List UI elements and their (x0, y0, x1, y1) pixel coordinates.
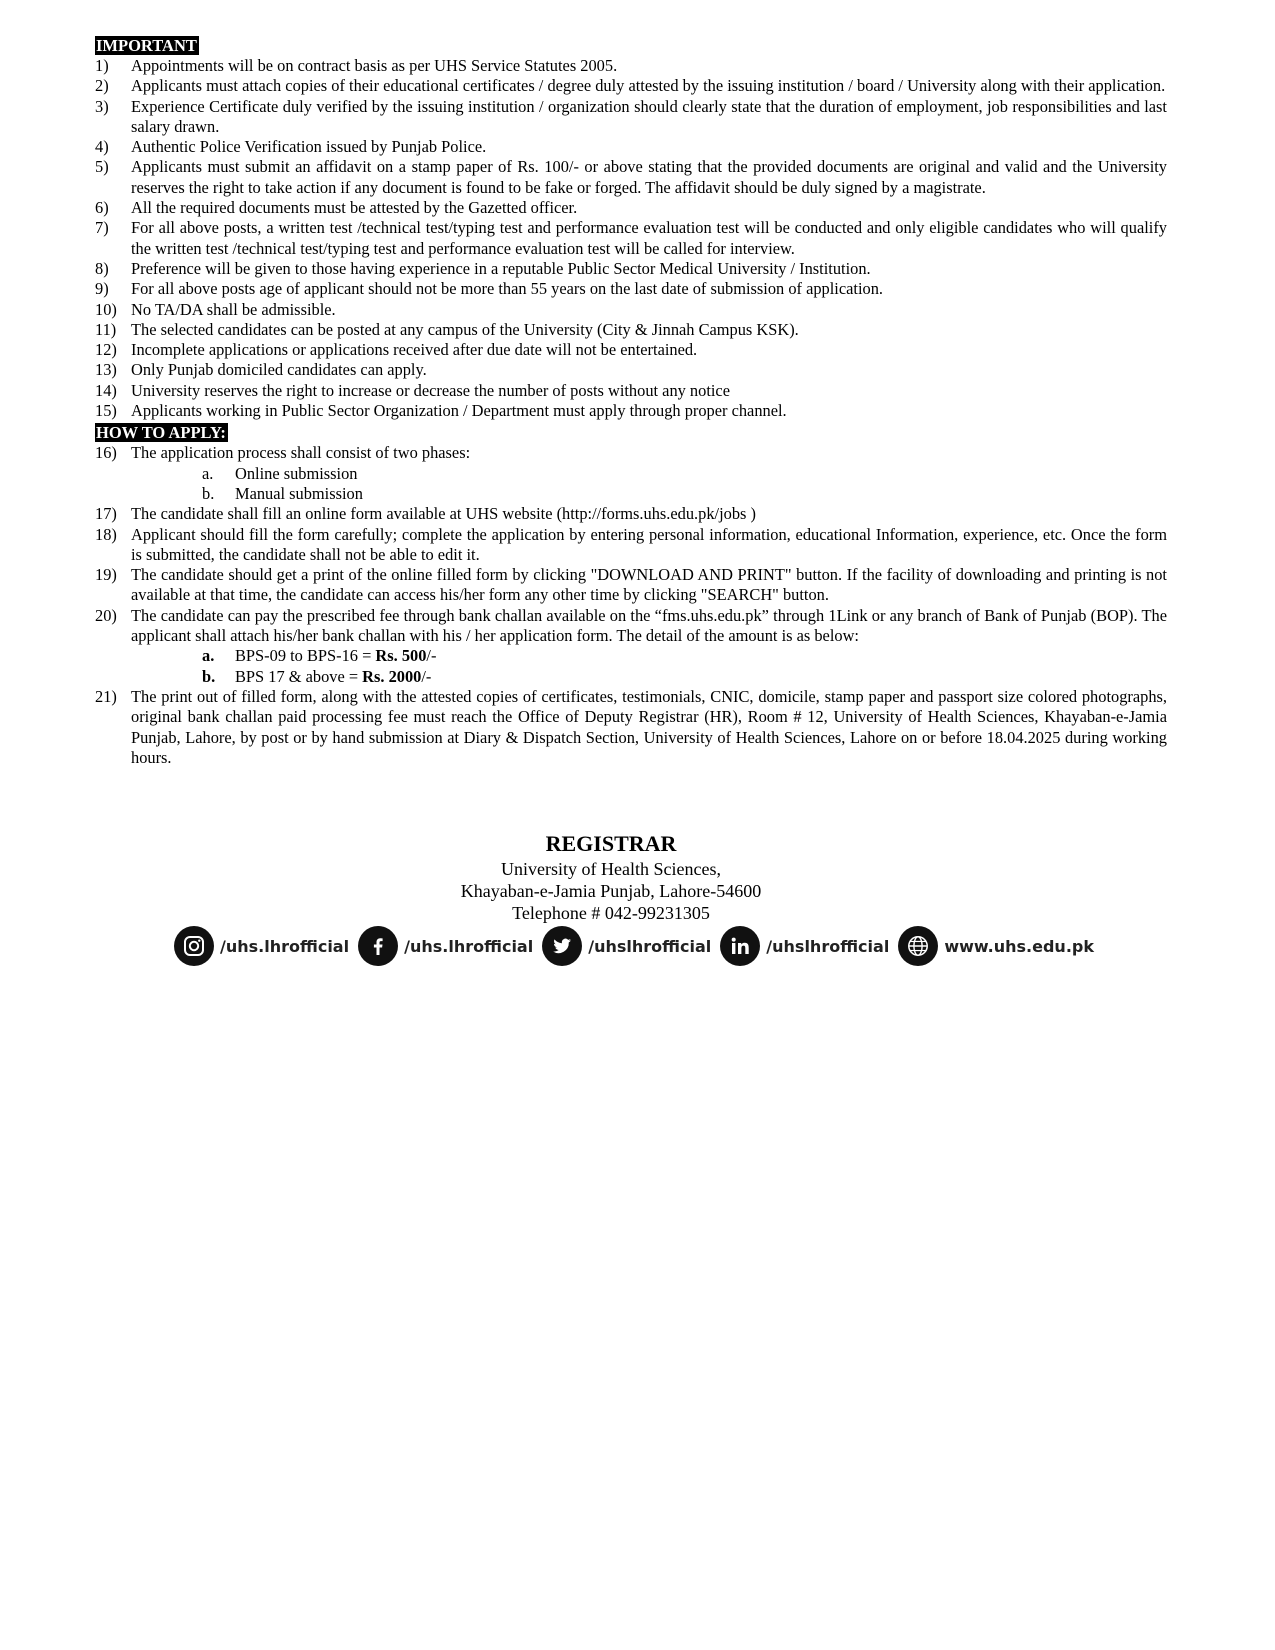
linkedin-icon (720, 926, 760, 966)
list-item (95, 381, 1167, 401)
item-text: Applicants working in Public Sector Organization / Department must apply through proper channel. (131, 401, 787, 421)
item-text: Applicants must submit an affidavit on a stamp paper of Rs. 100/- or above stating that the provided documents are original and valid and the University reserves the right to take action if any document is found to be fake or forged. The affidavit should be duly signed by a magistrate. (131, 157, 1167, 197)
item-text: Appointments will be on contract basis as per UHS Service Statutes 2005. (131, 56, 618, 75)
list-item (95, 56, 1167, 76)
item-text: The selected candidates can be posted at any campus of the University (City & Jinnah Campus KSK). (131, 319, 799, 339)
how-to-apply-list-final (95, 687, 1167, 768)
item-number: 15) (95, 401, 117, 421)
item-number: 13) (95, 360, 117, 380)
sub-letter: b. (202, 666, 216, 686)
item-text: The print out of filled form, along with the attested copies of certificates, testimonials, CNIC, domicile, stamp paper and passport size colored photographs, original bank challan paid processing fee must reach the Office of Deputy Registrar (HR), Room # 12, University of Health Sciences, Khayaban-e-Jamia Punjab, Lahore, by post or by hand submission at Diary & Dispatch Section, University of Health Sciences, Lahore on or before 18.04.2025 during working hours. (131, 686, 1167, 767)
social-handle: /uhs.lhrofficial (220, 936, 350, 956)
how-to-apply-list-continued (95, 504, 1167, 646)
important-list (95, 56, 1167, 421)
item-number: 4) (95, 137, 109, 157)
important-heading: IMPORTANT (96, 36, 197, 55)
list-item (95, 687, 1167, 768)
facebook-icon (358, 926, 398, 966)
item-number: 10) (95, 299, 117, 319)
social-instagram[interactable] (174, 926, 349, 966)
item-number: 9) (95, 279, 109, 299)
item-text: For all above posts age of applicant should not be more than 55 years on the last date of submission of application. (131, 279, 883, 299)
item-number: 2) (95, 76, 109, 96)
item-text: Applicants must attach copies of their educational certificates / degree duly attested by the issuing institution / board / University along with their application. (131, 76, 1166, 96)
list-item (95, 401, 1167, 421)
item-text: No TA/DA shall be admissible. (131, 299, 336, 319)
fee-suffix: /- (421, 666, 432, 686)
list-item (95, 259, 1167, 279)
list-item (95, 137, 1167, 157)
item-text: Authentic Police Verification issued by Punjab Police. (131, 137, 487, 157)
item-number: 1) (95, 56, 109, 75)
list-item (95, 300, 1167, 320)
list-item (95, 565, 1167, 606)
fee-amount: Rs. 500 (375, 646, 427, 666)
instagram-icon (174, 926, 214, 966)
sub-letter: a. (202, 463, 214, 483)
address-line: Khayaban-e-Jamia Punjab, Lahore-54600 (460, 881, 762, 901)
twitter-icon (542, 926, 582, 966)
social-facebook[interactable] (358, 926, 533, 966)
phase-list (95, 464, 1167, 505)
item-text: University reserves the right to increase or decrease the number of posts without any notice (131, 380, 730, 400)
item-number: 6) (95, 198, 109, 218)
list-item (95, 443, 1167, 463)
how-to-apply-heading: HOW TO APPLY: (96, 423, 226, 443)
document-body (95, 34, 1167, 768)
item-number: 11) (95, 319, 117, 339)
social-handle: /uhs.lhrofficial (404, 936, 534, 956)
item-text: Incomplete applications or applications received after due date will not be entertained. (131, 340, 698, 360)
list-item (95, 97, 1167, 138)
list-item (95, 360, 1167, 380)
sub-item (95, 464, 1167, 484)
item-number: 12) (95, 340, 117, 360)
fee-amount: Rs. 2000 (362, 666, 422, 686)
list-item (95, 218, 1167, 259)
address-line: University of Health Sciences, (501, 859, 721, 879)
item-number: 8) (95, 258, 109, 278)
item-number: 16) (95, 443, 117, 463)
fee-label: BPS 17 & above = (235, 666, 363, 686)
item-text: Experience Certificate duly verified by the issuing institution / organization should clearly state that the duration of employment, job responsibilities and last salary drawn. (131, 96, 1167, 136)
list-item (95, 525, 1167, 566)
list-item (95, 340, 1167, 360)
fee-suffix: /- (426, 646, 437, 666)
registrar-title: REGISTRAR (545, 831, 677, 856)
globe-icon (898, 926, 938, 966)
list-item (95, 279, 1167, 299)
list-item (95, 157, 1167, 198)
list-item (95, 198, 1167, 218)
item-number: 7) (95, 218, 109, 238)
item-number: 21) (95, 686, 117, 706)
item-text: Preference will be given to those having experience in a reputable Public Sector Medical University / Institution. (131, 258, 871, 278)
sub-text: Manual submission (235, 483, 363, 503)
fee-item (95, 667, 1167, 687)
item-number: 18) (95, 524, 117, 544)
item-text: The candidate can pay the prescribed fee through bank challan available on the “fms.uhs.edu.pk” through 1Link or any branch of Bank of Punjab (BOP). The applicant shall attach his/her bank challan with his / her application form. The detail of the amount is as below: (131, 605, 1167, 646)
item-text: The candidate should get a print of the online filled form by clicking "DOWNLOAD AND PRINT" button. If the facility of downloading and printing is not available at that time, the candidate can access his/her form any other time by clicking "SEARCH" button. (131, 565, 1167, 605)
social-linkedin[interactable] (720, 926, 889, 966)
list-item (95, 76, 1167, 96)
item-text: The candidate shall fill an online form available at UHS website (http://forms.uhs.edu.pk/jobs ) (131, 504, 756, 524)
social-handle: /uhslhrofficial (588, 936, 712, 956)
fee-label: BPS-09 to BPS-16 = (235, 646, 376, 666)
item-text: All the required documents must be attested by the Gazetted officer. (131, 198, 578, 218)
sub-letter: b. (202, 483, 215, 503)
item-number: 3) (95, 96, 109, 116)
item-text: For all above posts, a written test /technical test/typing test and performance evaluation test will be conducted and only eligible candidates who will qualify the written test /technical test/typing test and performance evaluation test will be called for interview. (131, 218, 1167, 258)
list-item (95, 320, 1167, 340)
item-number: 14) (95, 380, 117, 400)
social-website[interactable] (898, 926, 1094, 966)
item-number: 19) (95, 565, 117, 585)
item-text: Applicant should fill the form carefully; complete the application by entering personal information, educational Information, experience, etc. Once the form is submitted, the candidate shall not be able to edit it. (131, 524, 1167, 564)
list-item (95, 606, 1167, 647)
telephone-line: Telephone # 042-99231305 (512, 903, 710, 923)
fee-item (95, 646, 1167, 666)
how-to-apply-list (95, 443, 1167, 463)
registrar-footer (0, 830, 1222, 924)
fee-list (95, 646, 1167, 687)
social-handle: /uhslhrofficial (766, 936, 890, 956)
sub-text: Online submission (235, 463, 358, 483)
item-number: 20) (95, 605, 117, 625)
website-link: www.uhs.edu.pk (944, 936, 1094, 956)
social-twitter[interactable] (542, 926, 711, 966)
list-item (95, 504, 1167, 524)
item-number: 5) (95, 157, 109, 177)
item-text: Only Punjab domiciled candidates can apply. (131, 360, 427, 380)
social-links (174, 925, 1094, 967)
sub-letter: a. (202, 646, 215, 666)
sub-item (95, 484, 1167, 504)
item-text: The application process shall consist of two phases: (131, 443, 471, 463)
item-number: 17) (95, 504, 117, 524)
